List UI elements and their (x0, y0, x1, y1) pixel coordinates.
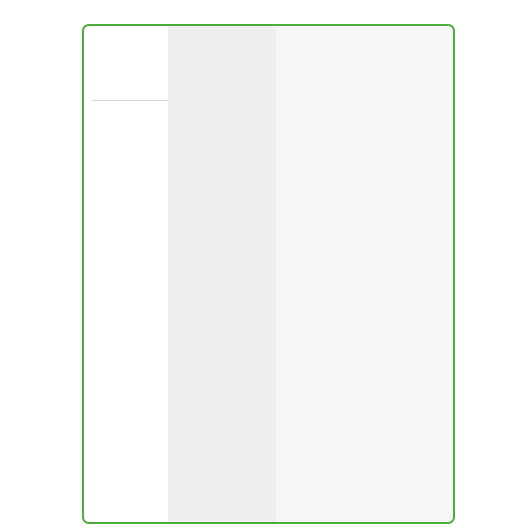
specs-table (82, 24, 455, 524)
label-column-bg (168, 26, 276, 522)
group-divider (92, 100, 168, 101)
group-column (84, 26, 168, 522)
value-column-bg (276, 26, 453, 522)
